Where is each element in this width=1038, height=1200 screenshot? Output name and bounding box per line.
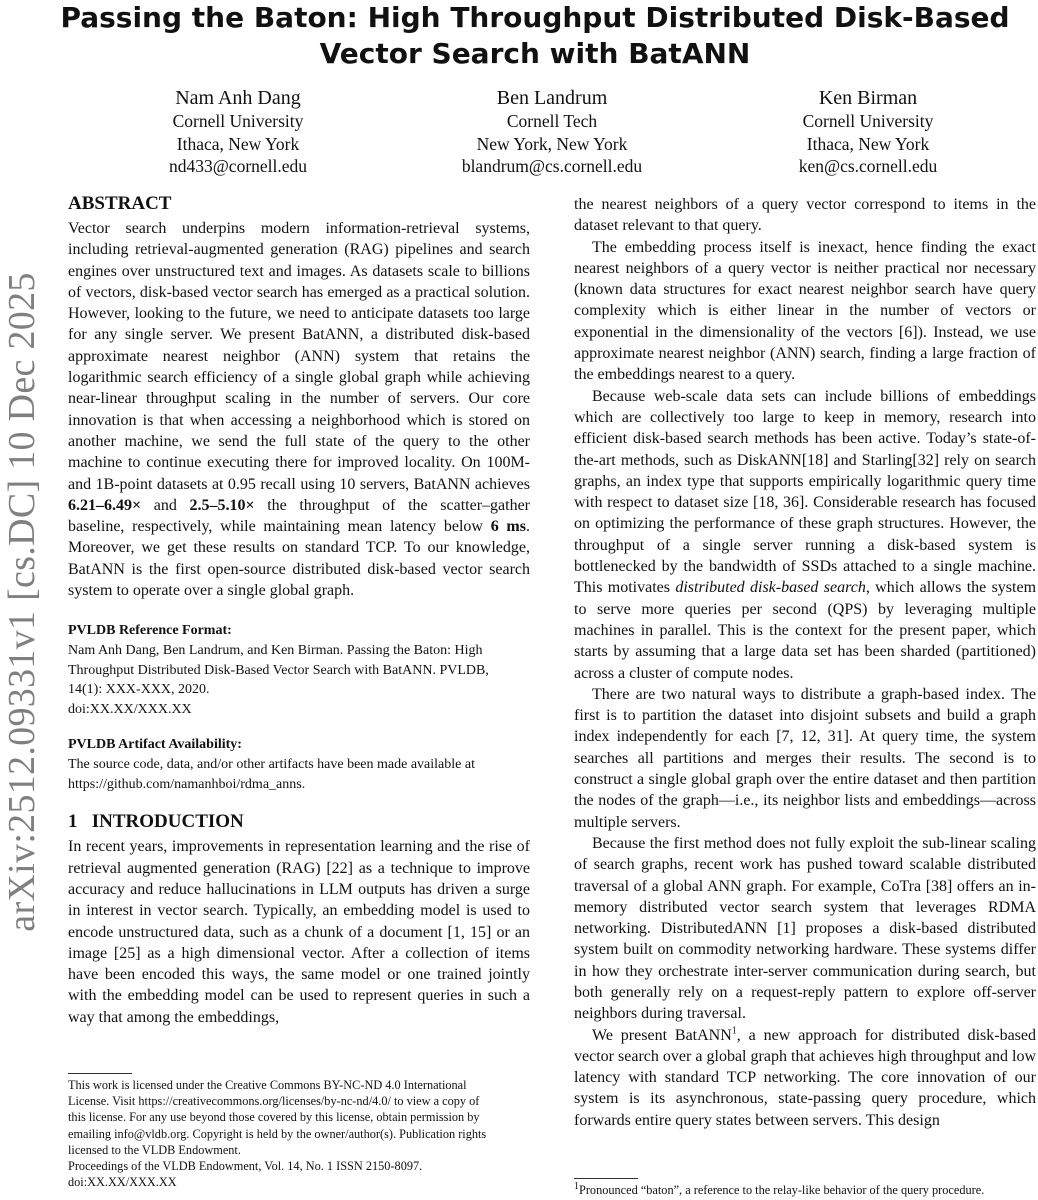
author-email: nd433@cornell.edu [168,156,308,176]
artifact-link[interactable]: https://github.com/namanhboi/rdma_anns. [68,776,306,792]
distributed-search-term: distributed disk-based search [675,579,866,597]
left-column [68,192,530,1028]
ref-format-heading: PVLDB Reference Format: [68,623,232,639]
author-email: ken@cs.cornell.edu [798,156,938,176]
abstract-heading: ABSTRACT [68,193,172,214]
author-name: Nam Anh Dang [175,87,301,109]
right-paragraph-1: The embedding process itself is inexact, hence finding the exact nearest neighbors of a query vector is neither practical nor necessary (known data structures for exact nearest neighbor search have query complexity which is either linear in the number of vectors or exponential in the dimensionality of the vectors [6]). Instead, we use approximate nearest neighbor (ANN) search, finding a large fraction of the embeddings nearest to a query. [574,238,1036,384]
author-block-3 [718,86,1018,178]
artifact-heading: PVLDB Artifact Availability: [68,737,242,753]
author-location: Ithaca, New York [806,133,930,154]
author-location: New York, New York [476,133,628,154]
author-block-1 [88,86,388,178]
author-email: blandrum@cs.cornell.edu [461,156,643,176]
author-location: Ithaca, New York [176,133,300,154]
footnote: $^1$Pronounced “baton”, a reference to the relay-like behavior of the query procedure. [574,1180,985,1197]
intro-paragraph-1: In recent years, improvements in representation learning and the rise of retrieval augmented generation (RAG) [22] as a technique to improve accuracy and reduce hallucinations in LLM outputs has driven a surge in interest in vector search. Typically, an embedding model is used to encode unstructured data, such as a chunk of a document [1, 15] or an image [25] as a high dimensional vector. After a collection of items have been encoded this ways, the same model or one trained jointly with the embedding model can be used to represent queries in such a way that among the embeddings, [68,838,530,1026]
right-paragraph-2: Because web-scale data sets can include billions of embeddings which are collectively too large to keep in memory, research into efficient disk-based search methods has been active. Today’s state-of-the-art methods, such as DiskANN[18] and Starling[32] rely on search graphs, an index type that supports empirically logarithmic query time with respect to dataset size [18, 36]. Considerable research has focused on optimizing the performance of these graph structures. However, the throughput of a single server running a disk-based system is bottlenecked by the bandwidth of SSDs attached to a single machine. This motivates distributed disk-based search, which allows the system to serve more queries per second (QPS) by leveraging multiple machines in parallel. This is the context for the present paper, which starts by assuming that a large data set has been sharded (partitioned) across a cluster of compute nodes. [574,387,1037,682]
author-block-2 [402,86,702,178]
right-paragraph-4: Because the first method does not fully exploit the sub-linear scaling of search graphs, recent work has pushed toward scalable distributed traversal of a global ANN graph. For example, CoTra [38] offers an in-memory distributed vector search system that leverages RDMA networking. DistributedANN [1] proposes a disk-based distributed system built on commodity networking hardware. These systems differ in how they orchestrate inter-server communication during search, but both generally rely on a request-reply pattern to explore off-server neighbors during traversal. [574,834,1036,1023]
title-line-2: Vector Search with BatANN [319,37,751,70]
paper-title [0,0,1038,72]
arxiv-stamp: arXiv:2512.09331v1 [cs.DC] 10 Dec 2025 [1,272,43,932]
author-name: Ben Landrum [496,87,608,109]
right-column [574,194,1036,1131]
footnote-marker[interactable]: 1 [731,1025,737,1037]
throughput-gain-1b: 2.5–5.10× [189,496,255,514]
author-affiliation: Cornell University [172,111,304,131]
right-paragraph-5: We present BatANN$^1$, a new approach for distributed disk-based vector search over a global graph that achieves high throughput and low latency with standard TCP networking. The core innovation of our system is its asynchronous, state-passing query procedure, which forwards entire query states between servers. This design [574,1025,1036,1129]
author-affiliation: Cornell University [802,111,934,131]
abstract-text: Vector search underpins modern information-retrieval systems, including retrieval-augmented generation (RAG) pipelines and search engines over unstructured text and images. As datasets scale to billions of vectors, disk-based vector search has emerged as a practical solution. However, looking to the future, we need to anticipate datasets too large for any single server. We present BatANN, a distributed disk-based approximate nearest neighbor (ANN) system that retains the logarithmic search efficiency of a single global graph while achieving near-linear throughput scaling in the number of servers. Our core innovation is that when accessing a neighborhood which is stored on another machine, we send the full state of the query to the other machine to continue executing there for improved locality. On 100M- and 1B-point datasets at 0.95 recall using 10 servers, BatANN achieves 6.21–6.49× and 2.5–5.10× the throughput of the scatter–gather baseline, respectively, while maintaining mean latency below 6 ms. Moreover, we get these results on standard TCP. To our knowledge, BatANN is the first open-source distributed disk-based vector search system to operate over a single global graph. [68,220,530,600]
right-paragraph-3: There are two natural ways to distribute a graph-based index. The first is to partition the dataset into disjoint subsets and build a graph index independently for each [7, 12, 31]. At query time, the system searches all partitions and merges their results. The second is to construct a single global graph over the entire dataset and then partition the nodes of the graph—i.e., its neighbor lists and embeddings—across multiple servers. [574,685,1036,831]
ref-format-text: Nam Anh Dang, Ben Landrum, and Ken Birman. Passing the Baton: High Throughput Distributed Disk-Based Vector Search with BatANN. PVLDB, 14(1): XXX-XXX, 2020. doi:XX.XX/XXX.XX [68,643,489,717]
latency-bound: 6 ms [490,518,526,536]
footnote-rule-right [574,1178,638,1179]
author-name: Ken Birman [818,87,918,109]
title-line-1: Passing the Baton: High Throughput Distributed Disk-Based [60,1,1010,34]
throughput-gain-100m: 6.21–6.49× [68,496,142,514]
footnote-rule-left [68,1073,132,1074]
license-notice: This work is licensed under the Creative Commons BY-NC-ND 4.0 International License. Visit https://creativecommons.org/licenses/by-nc-nd/4.0/ to view a copy of this license. For any use beyond those covered by this license, obtain permission by emailing info@vldb.org. Copyright is held by the owner/author(s). Publication rights licensed to the VLDB Endowment. Proceedings of the VLDB Endowment, Vol. 14, No. 1 ISSN 2150-8097. doi:XX.XX/XXX.XX [68,1078,487,1190]
intro-heading: 1 INTRODUCTION [68,811,244,833]
author-affiliation: Cornell Tech [506,111,598,131]
artifact-text: The source code, data, and/or other artifacts have been made available at https://github.com/namanhboi/rdma_anns. [68,755,530,794]
right-paragraph-0: the nearest neighbors of a query vector correspond to items in the dataset relevant to that query. [574,196,1036,235]
